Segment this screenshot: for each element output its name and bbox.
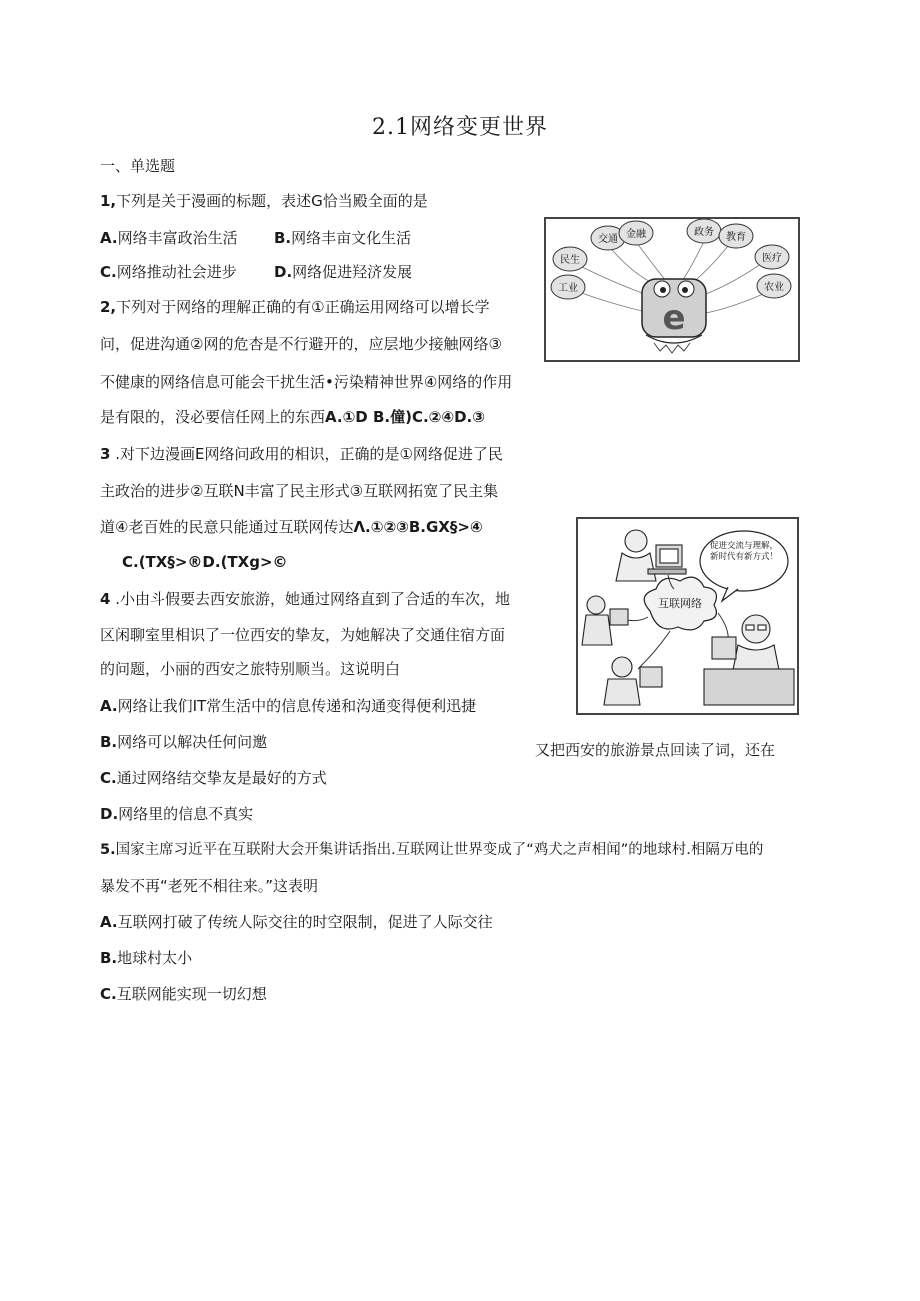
person-left bbox=[582, 596, 628, 645]
speech-bubble-text: 促进交流与理解，新时代有新方式！ bbox=[709, 541, 778, 562]
q3-line bbox=[100, 517, 483, 537]
balloon-label: 工业 bbox=[558, 283, 578, 294]
balloon-label: 农业 bbox=[764, 282, 784, 293]
q4-option-a bbox=[100, 696, 476, 716]
q1-option-d bbox=[274, 262, 412, 282]
q5-number: 5. bbox=[100, 842, 116, 858]
q1-option-a bbox=[100, 228, 238, 248]
q5-option-a bbox=[100, 912, 493, 932]
internet-cloud bbox=[644, 577, 716, 630]
question-1 bbox=[100, 191, 428, 211]
balloon-label: 金融 bbox=[626, 229, 646, 240]
q4-option-c bbox=[100, 768, 327, 788]
option-key: A. bbox=[100, 913, 118, 931]
question-5 bbox=[100, 840, 763, 860]
q1-option-b bbox=[274, 228, 411, 248]
q2-line bbox=[100, 407, 485, 427]
option-text: 网络丰富政治生活 bbox=[117, 229, 238, 247]
q5-option-c bbox=[100, 984, 267, 1004]
option-key: D. bbox=[274, 263, 293, 281]
option-text: 网络让我们IT常生活中的信息传递和沟通变得便利迅捷 bbox=[117, 697, 477, 715]
question-2 bbox=[100, 297, 490, 317]
option-key: D. bbox=[100, 805, 119, 823]
option-text: 网络推动社会进步 bbox=[116, 263, 237, 281]
q2-answers: A.①D B.僮)C.②④D.③ bbox=[325, 408, 485, 426]
q2-line: 问，促进沟通②网的危杏是不行避开的，应层地少接触网络③ bbox=[100, 335, 502, 353]
q3-line: 主政治的进步②互联N丰富了民主形式③互联网拓宽了民主集 bbox=[100, 482, 499, 500]
q1-option-c bbox=[100, 262, 237, 282]
q4-line: .小由斗假要去西安旅游，她通过网络直到了合适的车次，地 bbox=[110, 590, 510, 608]
q3-number: 3 bbox=[100, 445, 111, 463]
option-key: A. bbox=[100, 697, 118, 715]
balloon-label: 医疗 bbox=[762, 253, 782, 264]
balloon-label: 教育 bbox=[726, 232, 746, 243]
internet-balloons-illustration bbox=[544, 217, 800, 362]
question-4 bbox=[100, 589, 510, 609]
option-key: C. bbox=[100, 769, 117, 787]
balloon-label: 政务 bbox=[694, 227, 714, 238]
page-title: 2.1网络变更世界 bbox=[372, 115, 548, 140]
balloon-label: 交通 bbox=[598, 234, 618, 245]
q2-line: 下列对于网络的理解正确的有①正确运用网络可以增长学 bbox=[116, 298, 490, 316]
option-key: C. bbox=[100, 263, 117, 281]
option-text: 互联网能实现一切幻想 bbox=[116, 985, 267, 1003]
online-politics-illustration bbox=[576, 517, 799, 715]
cloud-label: 互联网络 bbox=[658, 597, 702, 610]
q3-answers: C.(TX§>®D.(TXg>© bbox=[122, 553, 288, 571]
balloons-drawing bbox=[546, 219, 798, 360]
option-key: B. bbox=[100, 733, 118, 751]
official-at-desk bbox=[704, 615, 794, 705]
question-3 bbox=[100, 444, 503, 464]
q4-option-d bbox=[100, 804, 253, 824]
q3-line-text: 道④老百姓的民意只能通过互联网传达 bbox=[100, 518, 354, 536]
option-text: 互联网打破了传统人际交往的时空限制，促进了人际交往 bbox=[117, 913, 493, 931]
q5-option-b bbox=[100, 948, 192, 968]
q4-line: 的问题，小丽的西安之旅特别顺当。这说明白 bbox=[100, 660, 401, 678]
option-text: 通过网络结交挚友是最好的方式 bbox=[116, 769, 327, 787]
q2-line-text: 是有限的，没必要信任网上的东西 bbox=[100, 408, 326, 426]
option-text: 地球村太小 bbox=[117, 949, 193, 967]
balloon-label: 民生 bbox=[560, 255, 580, 266]
option-key: B. bbox=[274, 229, 292, 247]
internet-explorer-icon bbox=[642, 279, 706, 353]
option-key: B. bbox=[100, 949, 118, 967]
q2-line: 不健康的网络信息可能会干扰生活•污染精神世界④网络的作用 bbox=[100, 373, 513, 391]
q4-side-note: 又把西安的旅游景点回读了词，还在 bbox=[535, 741, 776, 759]
option-key: A. bbox=[100, 229, 118, 247]
q2-number: 2, bbox=[100, 298, 117, 316]
q3-answers: Λ.①②③B.GX§>④ bbox=[353, 518, 483, 536]
person-bottom-left bbox=[604, 657, 662, 705]
q4-option-b bbox=[100, 732, 267, 752]
section-heading: 一、单选题 bbox=[100, 157, 176, 175]
politics-drawing bbox=[578, 519, 797, 713]
q4-number: 4 bbox=[100, 590, 111, 608]
option-text: 网络丰亩文化生活 bbox=[291, 229, 412, 247]
option-text: 网络里的信息不真实 bbox=[118, 805, 254, 823]
person-top-left bbox=[616, 530, 686, 581]
q3-line: .对下边漫画E网络问政用的相识，正确的是①网络促进了民 bbox=[110, 445, 503, 463]
option-key: C. bbox=[100, 985, 117, 1003]
svg-text:e: e bbox=[662, 298, 686, 338]
option-text: 网络可以解决任何问邀 bbox=[117, 733, 268, 751]
q1-number: 1, bbox=[100, 192, 117, 210]
q1-stem: 下列是关于漫画的标题，表述G恰当殿全面的是 bbox=[116, 192, 428, 210]
q5-line: 国家主席习近平在互联附大会开集讲话指出.互联网让世界变成了“鸡犬之声相闻”的地球村.相隔万电的 bbox=[115, 842, 764, 858]
q5-line: 暴发不再“老死不相往来。”这表明 bbox=[100, 877, 319, 895]
q4-line: 区闲聊室里相识了一位西安的挚友，为她解决了交通住宿方面 bbox=[100, 626, 506, 644]
option-text: 网络促进羟济发展 bbox=[292, 263, 413, 281]
